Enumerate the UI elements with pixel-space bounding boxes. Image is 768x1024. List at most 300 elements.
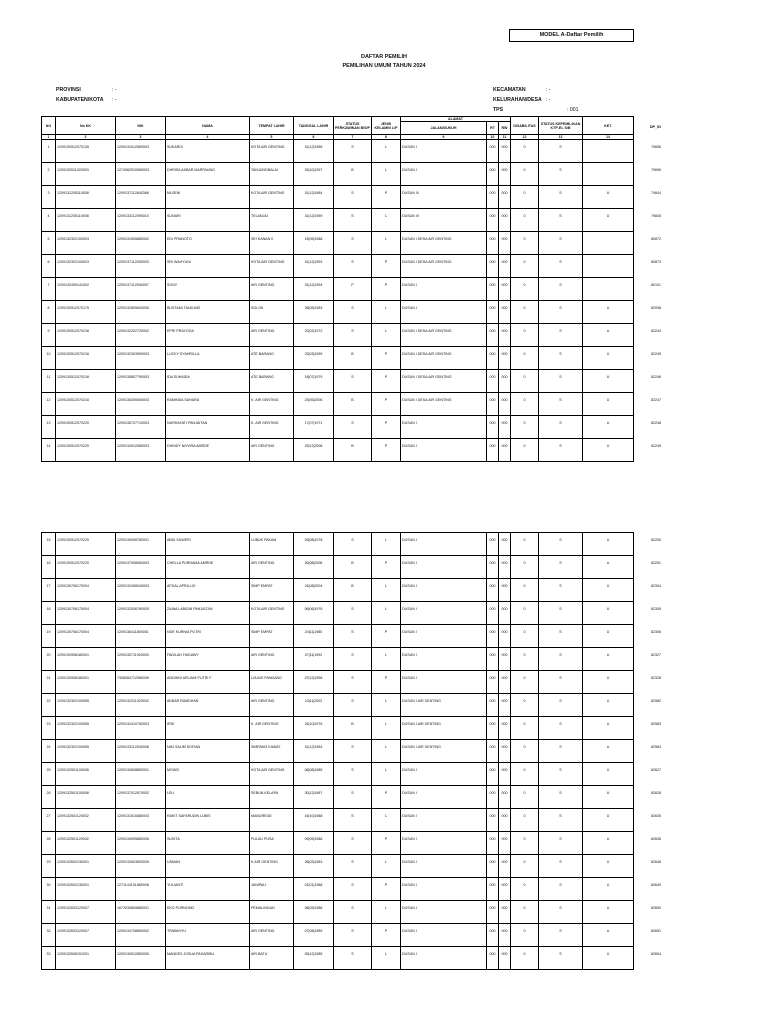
spacer-cell [166,292,250,301]
voter-row [42,370,634,385]
spacer-cell [294,593,334,602]
spacer-cell [42,639,56,648]
spacer-cell [166,315,250,324]
row-rt: 000 [487,671,499,686]
row-rw: 000 [499,625,511,640]
spacer-cell [294,246,334,255]
row-ket: U [583,717,634,732]
row-spacer [42,685,634,694]
spacer-cell [511,892,539,901]
spacer-cell [42,685,56,694]
spacer-cell [334,685,372,694]
spacer-cell [166,639,250,648]
spacer-cell [250,547,294,556]
row-no-kk: 1209131205110008 [56,186,116,201]
spacer-cell [401,915,487,924]
spacer-cell [56,292,116,301]
row-status-perkawinan: S [334,832,372,847]
spacer-cell [401,154,487,163]
row-ktp-el: S [539,278,583,293]
row-no: 14 [42,439,56,454]
row-status-perkawinan: B [334,439,372,454]
row-jalan: DUSUN I [401,579,487,594]
meta-kecamatan-value: : - [546,87,551,93]
spacer-cell [511,823,539,832]
row-ket: U [583,579,634,594]
row-rw: 000 [499,209,511,224]
row-nik: 1209135707710003 [116,416,166,431]
row-nama: ANDHINI ARLIANI PUTRI F [166,671,250,686]
row-rt: 000 [487,740,499,755]
spacer-cell [401,200,487,209]
row-jenis-kelamin: L [372,324,401,339]
row-nama: NURHAYATI PANJAITAN [166,416,250,431]
spacer-cell [250,754,294,763]
spacer-cell [583,961,634,970]
row-nama: IRDI [166,717,250,732]
spacer-cell [583,800,634,809]
row-status-perkawinan: S [334,186,372,201]
row-no-kk: 1209130512070135 [56,140,116,155]
row-status-perkawinan: S [334,947,372,962]
row-nik: 1209133112590010 [116,209,166,224]
voter-row [42,786,634,801]
spacer-cell [499,731,511,740]
meta-tps [493,107,579,113]
row-disabilitas: 0 [511,579,539,594]
spacer-cell [487,315,499,324]
row-dp-id: 82305 [651,606,661,611]
row-tempat-lahir: TELANJAI [250,209,294,224]
spacer-cell [166,731,250,740]
spacer-cell [372,154,401,163]
row-rw: 000 [499,255,511,270]
spacer-cell [372,430,401,439]
spacer-cell [250,593,294,602]
spacer-cell [56,869,116,878]
spacer-cell [583,869,634,878]
row-tempat-lahir: SIMP EMPAT [250,625,294,640]
voter-row [42,878,634,893]
row-jenis-kelamin: L [372,717,401,732]
row-disabilitas: 0 [511,255,539,270]
column-number: 9 [401,135,487,140]
row-dp-id: 82583 [651,721,661,726]
spacer-cell [499,708,511,717]
row-rw: 000 [499,278,511,293]
spacer-cell [334,223,372,232]
spacer-cell [116,361,166,370]
spacer-cell [116,869,166,878]
voter-row [42,763,634,778]
spacer-cell [511,846,539,855]
spacer-cell [166,246,250,255]
spacer-cell [294,154,334,163]
row-spacer [42,800,634,809]
row-ktp-el: S [539,878,583,893]
row-ktp-el: S [539,671,583,686]
spacer-cell [499,269,511,278]
row-nik: 1209130908780001 [116,533,166,548]
voter-row [42,347,634,362]
header-nik: NIK [116,117,166,135]
row-ket: U [583,324,634,339]
row-rt: 000 [487,163,499,178]
row-dp-id: 82651 [651,928,661,933]
row-disabilitas: 0 [511,671,539,686]
voter-row [42,901,634,916]
spacer-cell [511,731,539,740]
row-no: 7 [42,278,56,293]
spacer-cell [42,961,56,970]
spacer-cell [499,547,511,556]
spacer-cell [401,361,487,370]
spacer-cell [372,384,401,393]
spacer-cell [511,246,539,255]
spacer-cell [334,961,372,970]
row-tanggal-lahir: 28|05|1983 [294,301,334,316]
spacer-cell [334,662,372,671]
row-no-kk: 1209130512070220 [56,533,116,548]
row-ket: U [583,694,634,709]
spacer-cell [372,892,401,901]
spacer-cell [294,453,334,462]
row-status-perkawinan: S [334,625,372,640]
row-nik: 1209132408040003 [116,579,166,594]
row-tempat-lahir: K. AIR GENTING [250,416,294,431]
row-status-perkawinan: B [334,163,372,178]
row-tanggal-lahir: 30|12|1967 [294,786,334,801]
row-disabilitas: 0 [511,439,539,454]
spacer-cell [583,593,634,602]
spacer-cell [583,177,634,186]
spacer-cell [499,384,511,393]
spacer-cell [42,570,56,579]
row-ket: U [583,347,634,362]
spacer-cell [401,269,487,278]
row-dp-id: 82648 [651,859,661,864]
spacer-cell [372,777,401,786]
row-jenis-kelamin: L [372,855,401,870]
row-spacer [42,869,634,878]
row-spacer [42,846,634,855]
row-tempat-lahir: TANJUNGBALAI [250,163,294,178]
row-tempat-lahir: K.AIR GENTING [250,855,294,870]
spacer-cell [583,269,634,278]
spacer-cell [372,292,401,301]
row-nik: 1271144101880008 [116,878,166,893]
spacer-cell [499,200,511,209]
spacer-cell [499,361,511,370]
model-label-box: MODEL A-Daftar Pemilih [509,29,634,42]
spacer-cell [166,869,250,878]
row-disabilitas: 0 [511,393,539,408]
row-dp-id: 82627 [651,767,661,772]
spacer-cell [294,338,334,347]
spacer-cell [487,823,499,832]
row-tanggal-lahir: 29|12|2008 [294,439,334,454]
spacer-cell [250,269,294,278]
spacer-cell [487,292,499,301]
row-ket: U [583,832,634,847]
row-dp-id: 82250 [651,537,661,542]
spacer-cell [42,246,56,255]
spacer-cell [511,708,539,717]
header-ket: KET. [583,117,634,135]
row-jalan: DUSUN I [401,947,487,962]
spacer-cell [42,177,56,186]
spacer-cell [487,892,499,901]
spacer-cell [401,338,487,347]
spacer-cell [539,731,583,740]
row-jalan: DUSUN I DESA AIR GENTING [401,255,487,270]
row-spacer [42,361,634,370]
row-nama: SUNARI [166,209,250,224]
spacer-cell [487,800,499,809]
row-rt: 000 [487,416,499,431]
spacer-cell [499,292,511,301]
row-tanggal-lahir: 01|01|1988 [294,878,334,893]
row-ktp-el: S [539,579,583,594]
row-ket [583,232,634,247]
spacer-cell [539,315,583,324]
row-ktp-el: S [539,232,583,247]
row-dp-id: 82328 [651,675,661,680]
spacer-cell [56,453,116,462]
spacer-cell [583,938,634,947]
row-dp-id: 82628 [651,790,661,795]
spacer-cell [372,731,401,740]
row-jalan: DUSUN I DESA AIR GENTING [401,393,487,408]
row-spacer [42,384,634,393]
spacer-cell [583,154,634,163]
row-disabilitas: 0 [511,140,539,155]
row-rw: 000 [499,602,511,617]
spacer-cell [334,938,372,947]
row-no: 21 [42,671,56,686]
row-rt: 000 [487,255,499,270]
row-ket: U [583,763,634,778]
row-no-kk: 1209132501100008 [56,763,116,778]
row-no-kk: 1209132603120007 [56,924,116,939]
spacer-cell [56,800,116,809]
row-ktp-el: S [539,393,583,408]
spacer-cell [116,570,166,579]
spacer-cell [116,892,166,901]
spacer-cell [583,361,634,370]
row-ket: U [583,416,634,431]
spacer-cell [401,823,487,832]
row-nik: 1209137012670002 [116,786,166,801]
row-tempat-lahir: ATE BARANG [250,370,294,385]
spacer-cell [42,800,56,809]
row-jenis-kelamin: L [372,602,401,617]
row-jalan: DUSUN I [401,763,487,778]
row-no-kk: 1209132302100065 [56,717,116,732]
row-tanggal-lahir: 18|07|1979 [294,370,334,385]
row-status-perkawinan: S [334,694,372,709]
spacer-cell [334,407,372,416]
row-no-kk: 1209132302100065 [56,740,116,755]
column-number: 2 [56,135,116,140]
row-dp-id: 79844 [651,190,661,195]
spacer-cell [56,961,116,970]
spacer-cell [334,823,372,832]
row-rw: 000 [499,232,511,247]
spacer-cell [499,823,511,832]
row-jalan: DUSUN I [401,625,487,640]
row-no-kk: 1209130908180001 [56,671,116,686]
spacer-cell [294,616,334,625]
row-no-kk: 1209132501120002 [56,832,116,847]
spacer-cell [56,662,116,671]
column-number: 1 [42,135,56,140]
row-no: 22 [42,694,56,709]
spacer-cell [42,547,56,556]
spacer-cell [539,593,583,602]
row-spacer [42,547,634,556]
spacer-cell [401,570,487,579]
row-dp-id: 82248 [651,420,661,425]
spacer-cell [401,777,487,786]
row-ktp-el: S [539,556,583,571]
row-no: 6 [42,255,56,270]
row-spacer [42,200,634,209]
spacer-cell [166,961,250,970]
row-disabilitas: 0 [511,324,539,339]
spacer-cell [166,223,250,232]
row-dp-id: 82246 [651,374,661,379]
spacer-cell [250,246,294,255]
spacer-cell [116,708,166,717]
row-jalan: DUSUN I DESA AIR GENTING [401,232,487,247]
row-spacer [42,915,634,924]
spacer-cell [56,154,116,163]
row-nik: 1209132410760003 [116,717,166,732]
row-rt: 000 [487,786,499,801]
spacer-cell [56,338,116,347]
row-no-kk: 1209130512070216 [56,347,116,362]
spacer-cell [583,639,634,648]
row-dp-id: 82247 [651,397,661,402]
row-no: 3 [42,186,56,201]
row-jalan: DUSUN III [401,186,487,201]
row-dp-id: 82327 [651,652,661,657]
spacer-cell [487,731,499,740]
spacer-cell [487,754,499,763]
row-status-perkawinan: S [334,671,372,686]
spacer-cell [583,685,634,694]
spacer-cell [401,639,487,648]
spacer-cell [116,246,166,255]
row-ket: U [583,370,634,385]
row-status-perkawinan: S [334,809,372,824]
spacer-cell [499,892,511,901]
spacer-cell [294,570,334,579]
spacer-cell [166,430,250,439]
spacer-cell [56,846,116,855]
row-ket: U [583,671,634,686]
spacer-cell [116,154,166,163]
row-no-kk: 1209132501100008 [56,786,116,801]
row-tanggal-lahir: 24|10|1976 [294,717,334,732]
row-disabilitas: 0 [511,832,539,847]
spacer-cell [334,754,372,763]
spacer-cell [511,938,539,947]
spacer-cell [56,384,116,393]
spacer-cell [56,570,116,579]
spacer-cell [334,154,372,163]
spacer-cell [294,777,334,786]
spacer-cell [511,662,539,671]
spacer-cell [539,246,583,255]
spacer-cell [250,407,294,416]
spacer-cell [539,708,583,717]
row-nik: 1209131610880003 [116,809,166,824]
spacer-cell [583,754,634,763]
spacer-cell [250,869,294,878]
spacer-cell [294,430,334,439]
row-tanggal-lahir: 31|12|1954 [294,740,334,755]
row-disabilitas: 0 [511,740,539,755]
row-nama: NIKI SALIM SOFIAN [166,740,250,755]
row-nama: SUSITA [166,832,250,847]
spacer-cell [372,547,401,556]
row-rw: 000 [499,301,511,316]
row-nik: 1209134912080003 [116,439,166,454]
voter-row [42,809,634,824]
spacer-cell [401,223,487,232]
spacer-cell [42,846,56,855]
row-status-perkawinan: B [334,556,372,571]
spacer-cell [56,177,116,186]
row-dp-id: 82584 [651,744,661,749]
spacer-cell [166,570,250,579]
row-jenis-kelamin: L [372,232,401,247]
row-nama: RAMINDA SAHARA [166,393,250,408]
spacer-cell [116,754,166,763]
meta-provinsi-value: : - [112,87,117,93]
voter-row [42,602,634,617]
row-spacer [42,315,634,324]
row-nik: 1209135807790003 [116,370,166,385]
spacer-cell [250,223,294,232]
row-ktp-el: S [539,786,583,801]
row-nama: LELI [166,786,250,801]
spacer-cell [294,731,334,740]
row-rw: 000 [499,878,511,893]
spacer-cell [294,961,334,970]
row-disabilitas: 0 [511,556,539,571]
row-ket: U [583,855,634,870]
spacer-cell [539,407,583,416]
spacer-cell [56,246,116,255]
spacer-cell [116,430,166,439]
row-spacer [42,662,634,671]
spacer-cell [487,200,499,209]
row-jenis-kelamin: L [372,901,401,916]
spacer-cell [401,892,487,901]
spacer-cell [401,685,487,694]
row-nik: 1209132805830006 [116,301,166,316]
row-nik: 1274062510960003 [116,163,166,178]
spacer-cell [42,223,56,232]
row-tanggal-lahir: 07|11|1992 [294,648,334,663]
spacer-cell [166,846,250,855]
spacer-cell [487,685,499,694]
spacer-cell [511,869,539,878]
row-rw: 000 [499,370,511,385]
